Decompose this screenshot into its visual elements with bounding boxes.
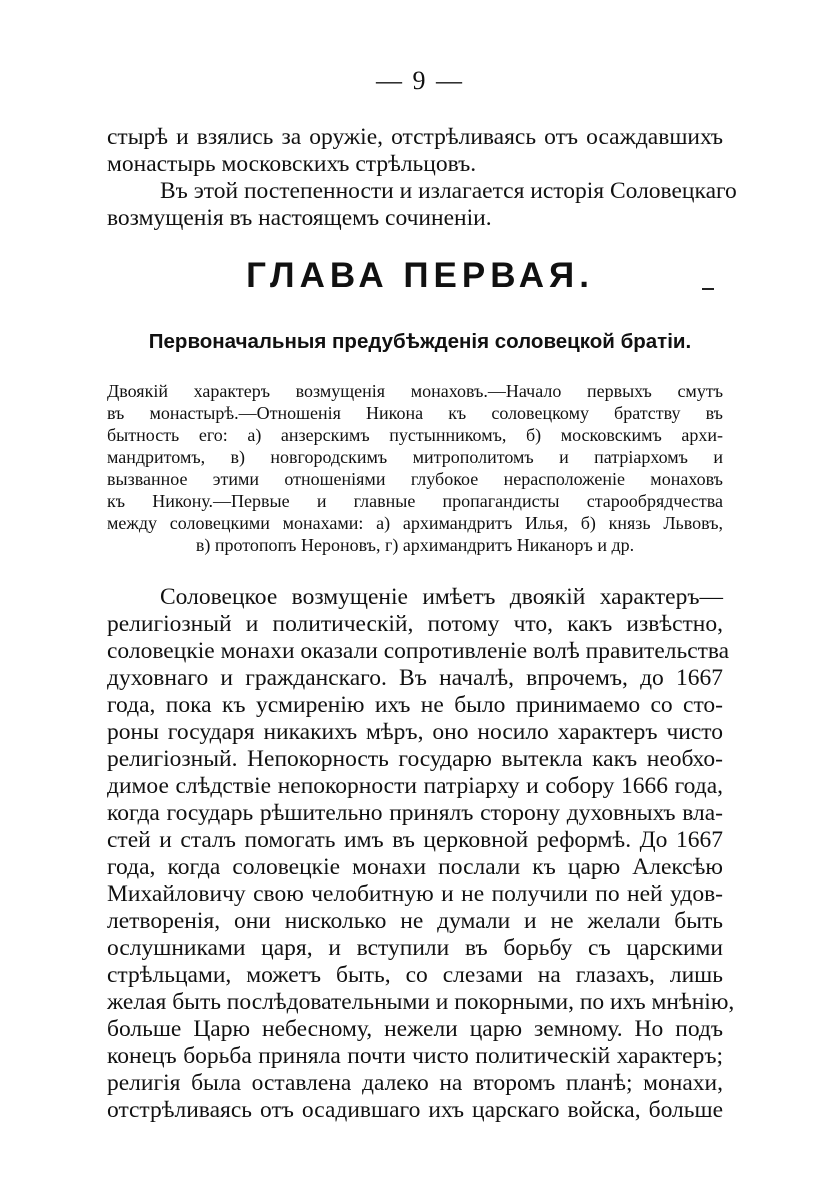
body-line: когда государь рѣшительно принялъ сторону духовныхъ вла- <box>107 800 723 826</box>
summary-line: бытность его: а) анзерскимъ пустынникомъ, б) московскимъ архи- <box>107 425 723 445</box>
body-line: Михайловичу свою челобитную и не получили по ней удов- <box>107 881 723 907</box>
body-line: больше Царю небесному, нежели царю земному. Но подъ <box>107 1016 723 1042</box>
intro-line: монастырь московскихъ стрѣльцовъ. <box>107 151 477 177</box>
body-line: духовнаго и гражданскаго. Въ началѣ, впрочемъ, до 1667 <box>107 665 723 691</box>
body-line: года, пока къ усмиренію ихъ не было принимаемо со сто- <box>107 692 723 718</box>
intro-line: Въ этой постепенности и излагается исторія Соловецкаго <box>160 178 737 204</box>
page-number: — 9 — <box>376 66 464 95</box>
body-line: Соловецкое возмущеніе имѣетъ двоякій характеръ— <box>160 584 723 610</box>
body-line: летворенія, они нисколько не думали и не желали быть <box>107 908 723 934</box>
body-line: желая быть послѣдовательными и покорными, по ихъ мнѣнію, <box>107 989 735 1015</box>
body-line: димое слѣдствіе непокорности патріарху и собору 1666 года, <box>107 773 723 799</box>
body-line: стей и сталъ помогать имъ въ церковной реформѣ. До 1667 <box>107 827 723 853</box>
body-line: религіозный. Непокорность государю вытекла какъ необхо- <box>107 746 723 772</box>
summary-line: мандритомъ, в) новгородскимъ митрополитомъ и патріархомъ и <box>107 447 723 467</box>
intro-line: возмущенія въ настоящемъ сочиненіи. <box>107 205 492 231</box>
body-line: стрѣльцами, можетъ быть, со слезами на глазахъ, лишь <box>107 962 723 988</box>
intro-line: стырѣ и взялись за оружіе, отстрѣливаясь отъ осаждавшихъ <box>107 124 723 150</box>
summary-line: в) протопопъ Нероновъ, г) архимандритъ Никаноръ и др. <box>195 535 635 555</box>
body-line: отстрѣливаясь отъ осадившаго ихъ царскаго войска, больше <box>107 1097 723 1123</box>
body-line: религіозный и политическій, потому что, какъ извѣстно, <box>107 611 723 637</box>
body-line: соловецкіе монахи оказали сопротивленіе волѣ правительства <box>107 638 730 664</box>
summary-line: Двоякій характеръ возмущенія монаховъ.—Начало первыхъ смутъ <box>107 381 723 401</box>
summary-line: къ Никону.—Первые и главные пропагандисты старообрядчества <box>107 491 723 511</box>
summary-line: между соловецкими монахами: а) архимандритъ Илья, б) князь Львовъ, <box>107 513 723 533</box>
body-line: роны государя никакихъ мѣръ, оно носило характеръ чисто <box>107 719 723 745</box>
body-line: ослушниками царя, и вступили въ борьбу съ царскими <box>107 935 723 961</box>
body-line: года, когда соловецкіе монахи послали къ царю Алексѣю <box>107 854 723 880</box>
summary-line: въ монастырѣ.—Отношенія Никона къ соловецкому братству въ <box>107 403 723 423</box>
margin-mark <box>702 288 714 290</box>
chapter-title: ГЛАВА ПЕРВАЯ. <box>246 256 594 295</box>
body-line: религія была оставлена далеко на второмъ планѣ; монахи, <box>107 1070 723 1096</box>
summary-line: вызванное этими отношеніями глубокое нерасположеніе монаховъ <box>107 469 723 489</box>
chapter-subtitle: Первоначальныя предубѣжденія соловецкой братіи. <box>148 330 692 353</box>
body-line: конецъ борьба приняла почти чисто политическій характеръ; <box>107 1043 723 1069</box>
